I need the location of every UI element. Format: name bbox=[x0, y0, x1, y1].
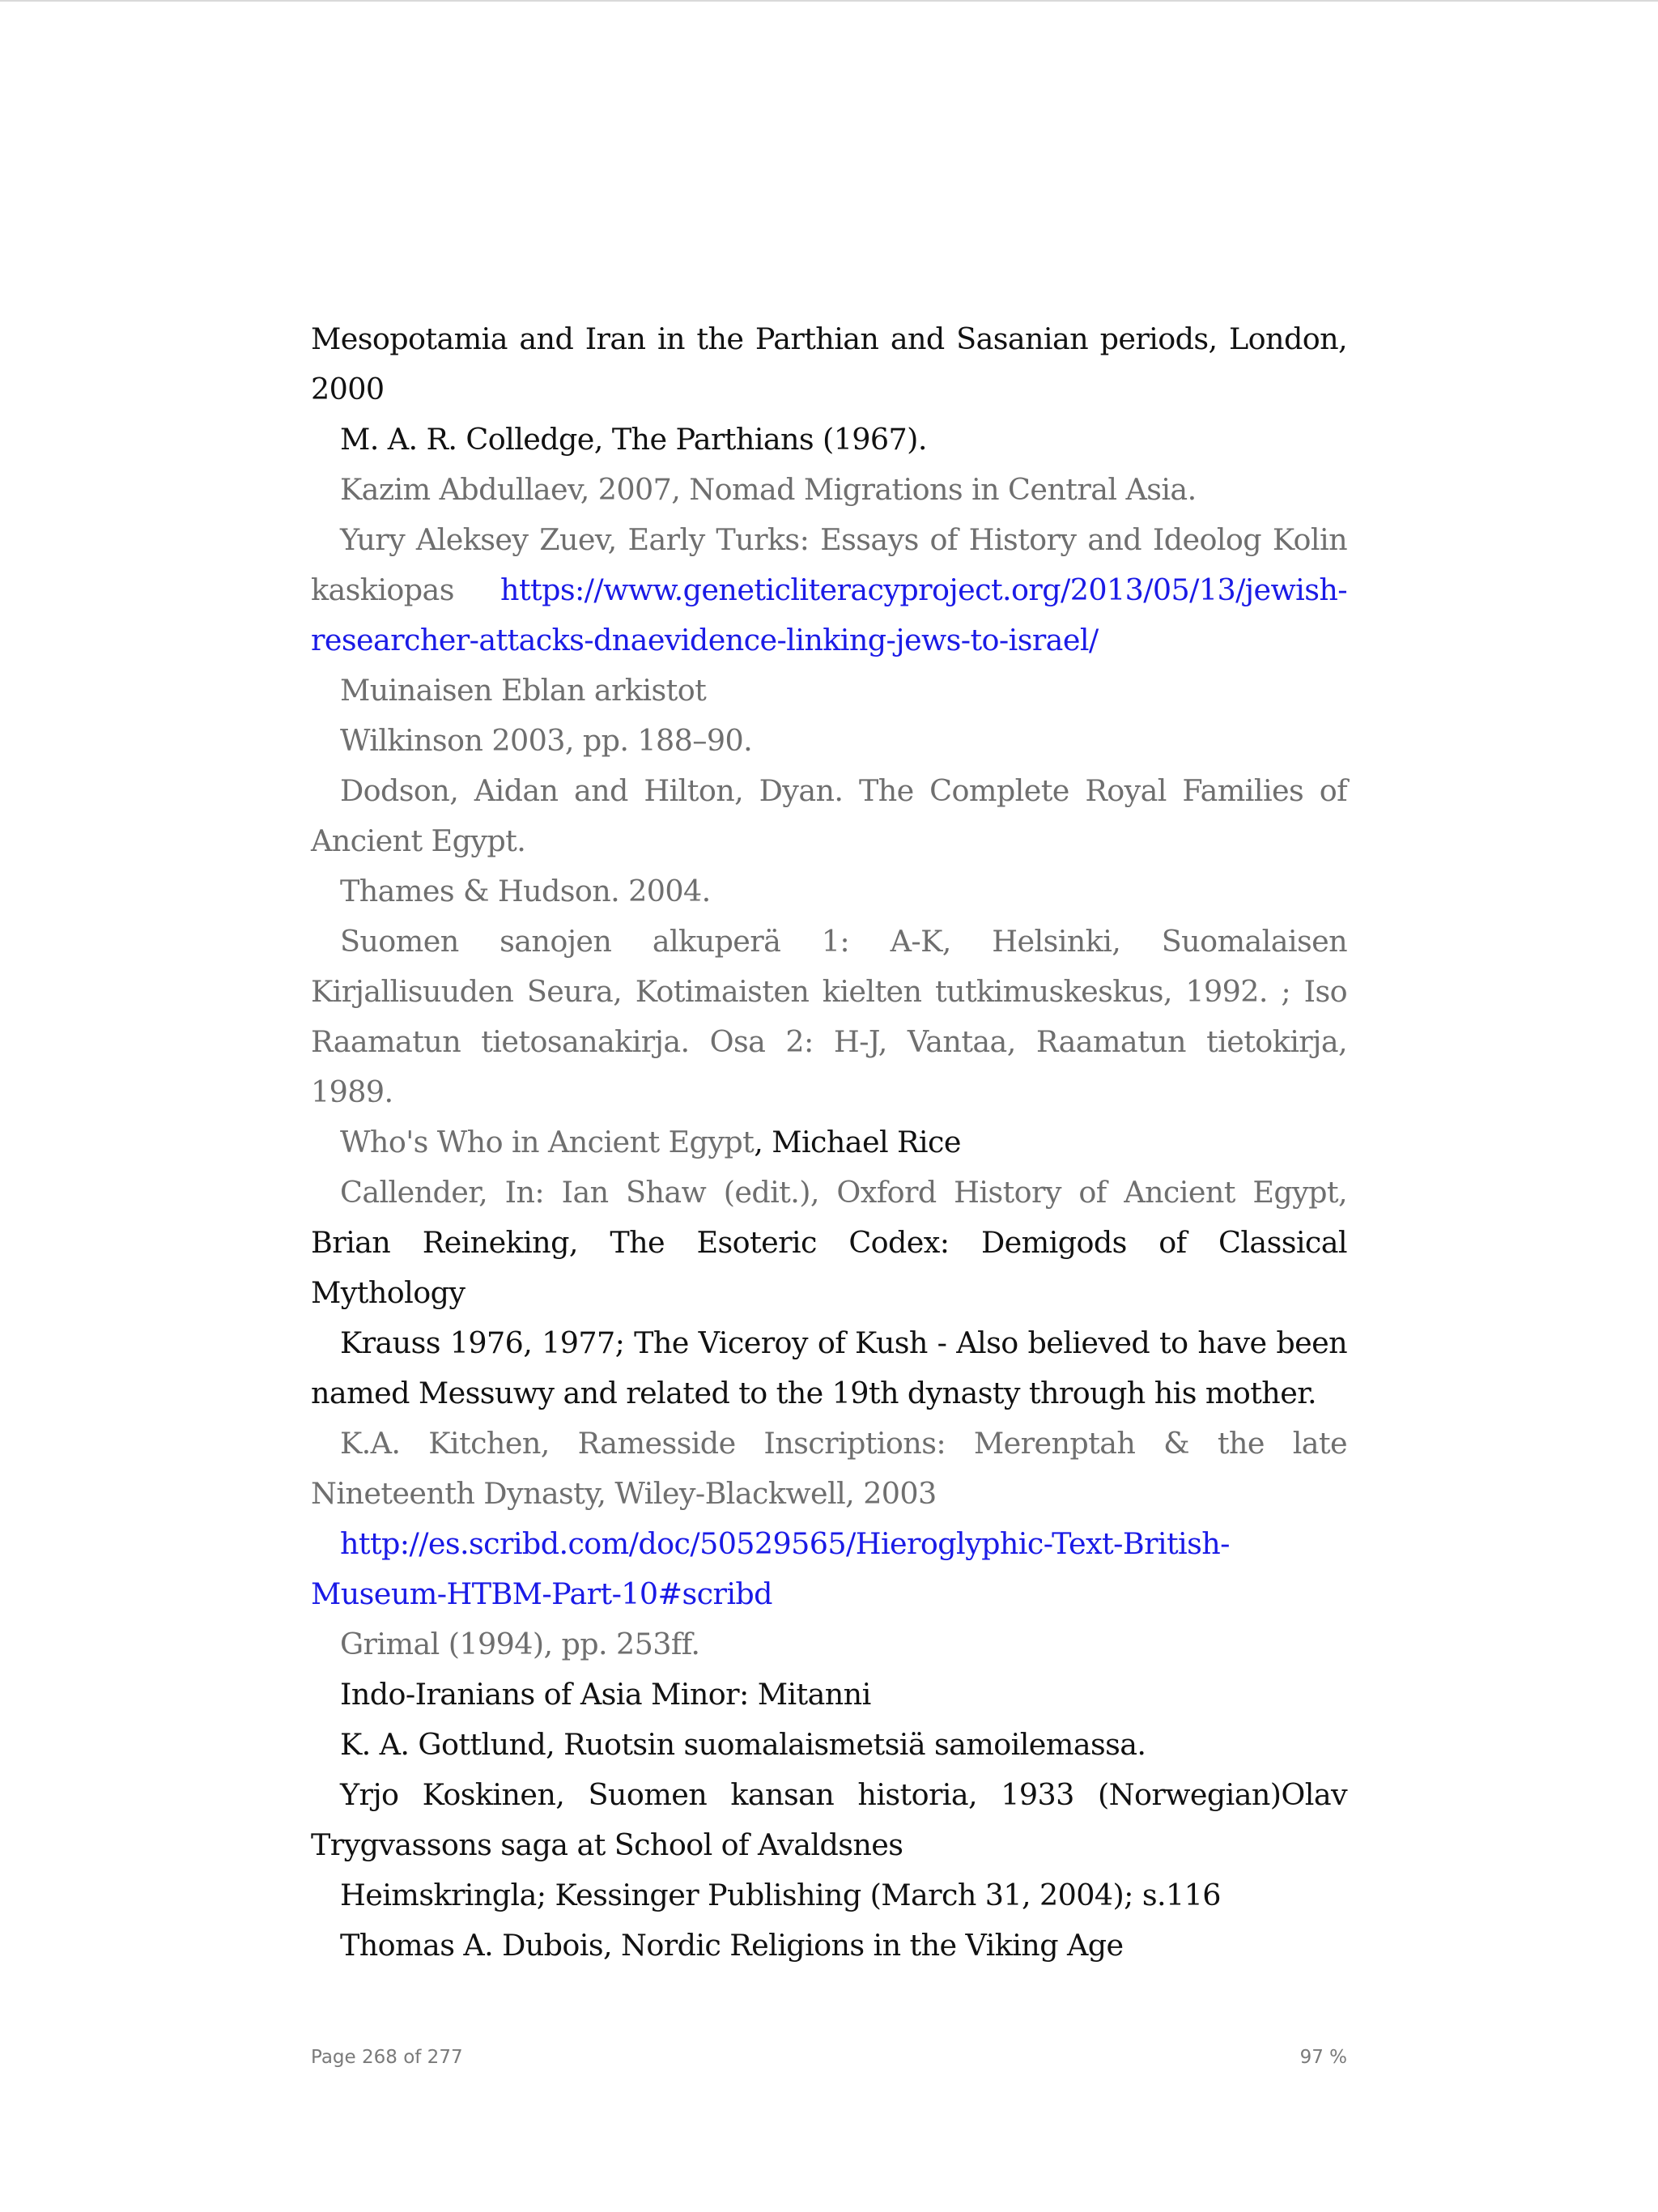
reference-text: Who's Who in Ancient Egypt bbox=[340, 1125, 755, 1159]
reference-paragraph bbox=[311, 415, 1347, 465]
reference-text: Indo-Iranians of Asia Minor: Mitanni bbox=[340, 1677, 871, 1712]
reference-text: Yury Aleksey Zuev, Early Turks: Essays of History and Ideolog Kolin kaskiopas bbox=[311, 522, 1347, 607]
reference-paragraph bbox=[311, 666, 1347, 716]
top-divider bbox=[0, 0, 1658, 2]
reader-page-text bbox=[311, 314, 1347, 1971]
reference-paragraph bbox=[311, 515, 1347, 666]
reference-paragraph bbox=[311, 716, 1347, 766]
reference-text: Suomen sanojen alkuperä 1: A-K, Helsinki, Suomalaisen Kirjallisuuden Seura, Kotimaisten kielten tutkimuskeskus, 1992. ; Iso Raamatun tietosanakirja. Osa 2: H-J, Vantaa, Raamatun tietokirja, 1989. bbox=[311, 924, 1347, 1109]
reference-text: M. A. R. Colledge, The Parthians (1967). bbox=[340, 422, 927, 457]
reference-text: Kazim Abdullaev, 2007, Nomad Migrations in Central Asia. bbox=[340, 472, 1197, 507]
reference-link[interactable]: https://www.geneticliteracyproject.org/2013/05/13/jewish-researcher-attacks-dnaevidence-linking-jews-to-israel/ bbox=[311, 572, 1347, 657]
reference-text: Krauss 1976, 1977; The Viceroy of Kush - Also believed to have been named Messuwy and related to the 19th dynasty through his mother. bbox=[311, 1325, 1347, 1410]
reference-paragraph bbox=[311, 1318, 1347, 1419]
reference-paragraph bbox=[311, 1619, 1347, 1670]
reference-text: Thomas A. Dubois, Nordic Religions in the Viking Age bbox=[340, 1928, 1124, 1963]
reference-paragraph bbox=[311, 465, 1347, 515]
reference-paragraph bbox=[311, 1921, 1347, 1971]
reference-paragraph bbox=[311, 1519, 1347, 1619]
reference-text: Mesopotamia and Iran in the Parthian and Sasanian periods, London, 2000 bbox=[311, 321, 1347, 406]
reference-text: Dodson, Aidan and Hilton, Dyan. The Complete Royal Families of Ancient Egypt. bbox=[311, 773, 1347, 858]
reference-paragraph bbox=[311, 917, 1347, 1117]
reference-text: K. A. Gottlund, Ruotsin suomalaismetsiä samoilemassa. bbox=[340, 1727, 1146, 1762]
reference-text: Callender, In: Ian Shaw (edit.), Oxford History of Ancient Egypt, bbox=[340, 1175, 1347, 1210]
reference-paragraph bbox=[311, 1670, 1347, 1720]
reference-text: Grimal (1994), pp. 253ff. bbox=[340, 1627, 700, 1661]
reference-text: Wilkinson 2003, pp. 188–90. bbox=[340, 723, 753, 758]
reference-text: Muinaisen Eblan arkistot bbox=[340, 673, 707, 708]
reference-text: Heimskringla; Kessinger Publishing (March 31, 2004); s.116 bbox=[340, 1878, 1221, 1912]
reference-paragraph bbox=[311, 1720, 1347, 1770]
reference-text: , Michael Rice bbox=[754, 1125, 961, 1159]
page-number-indicator: Page 268 of 277 bbox=[311, 2047, 463, 2068]
reference-paragraph bbox=[311, 314, 1347, 415]
reference-text: K.A. Kitchen, Ramesside Inscriptions: Merenptah & the late Nineteenth Dynasty, Wiley-Blackwell, 2003 bbox=[311, 1426, 1347, 1511]
reference-paragraph bbox=[311, 1419, 1347, 1519]
reference-paragraph bbox=[311, 1117, 1347, 1168]
reference-text: Thames & Hudson. 2004. bbox=[340, 874, 711, 908]
reference-paragraph bbox=[311, 1770, 1347, 1870]
reference-paragraph bbox=[311, 1870, 1347, 1921]
reference-text: Brian Reineking, The Esoteric Codex: Demigods of Classical Mythology bbox=[311, 1225, 1347, 1310]
reference-paragraph bbox=[311, 1168, 1347, 1318]
reference-link[interactable]: http://es.scribd.com/doc/50529565/Hieroglyphic-Text-British-Museum-HTBM-Part-10#scribd bbox=[311, 1526, 1230, 1611]
reading-progress-percent: 97 % bbox=[1299, 2047, 1347, 2068]
reference-text: Yrjo Koskinen, Suomen kansan historia, 1933 (Norwegian)Olav Trygvassons saga at School of Avaldsnes bbox=[311, 1777, 1347, 1862]
reference-paragraph bbox=[311, 766, 1347, 866]
reference-paragraph bbox=[311, 866, 1347, 917]
